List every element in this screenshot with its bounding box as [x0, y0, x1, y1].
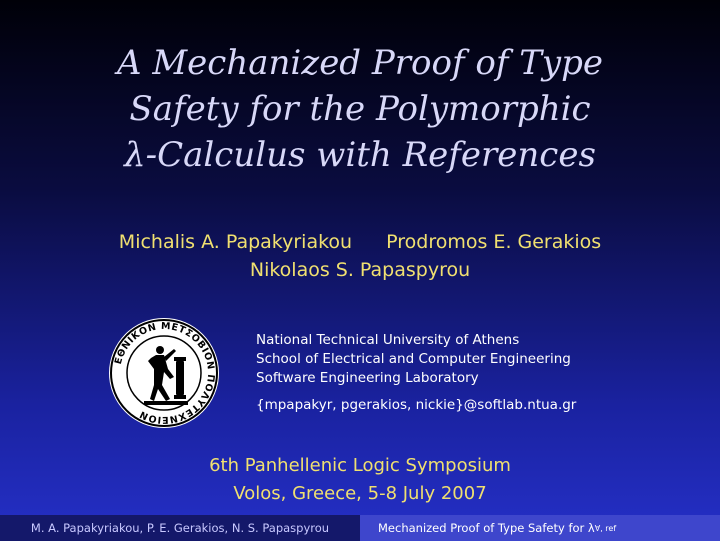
author-3: Nikolaos S. Papaspyrou [249, 259, 471, 281]
footer-title [360, 515, 720, 541]
university-name: National Technical University of Athens [256, 332, 520, 348]
lab-name: Software Engineering Laboratory [256, 370, 479, 386]
footer-short-title: Mechanized Proof of Type Safety for λ [378, 521, 595, 535]
footer-authors: M. A. Papakyriakou, P. E. Gerakios, N. S. Papaspyrou [0, 515, 360, 541]
conference-place-date: Volos, Greece, 5-8 July 2007 [233, 483, 487, 504]
conference-name: 6th Panhellenic Logic Symposium [209, 455, 511, 476]
seal-ring-text: ΕΘΝΙΚΟΝ ΜΕΤΣΟΒΙΟΝ ΠΟΛΥΤΕΧΝΕΙΟΝ [112, 320, 217, 426]
email-address: {mpapakyr, pgerakios, nickie}@softlab.ntua.gr [256, 397, 577, 413]
author-1: Michalis A. Papakyriakou [118, 231, 353, 253]
author-list [0, 228, 720, 284]
title-line-3: λ-Calculus with References [124, 135, 596, 175]
footer-title-superscript: ∀, ref [594, 523, 617, 533]
conference-block [0, 452, 720, 508]
title-line-1: A Mechanized Proof of Type [117, 43, 603, 83]
ntua-seal-icon [108, 317, 220, 429]
author-2: Prodromos E. Gerakios [386, 231, 602, 253]
school-name: School of Electrical and Computer Engineering [256, 351, 571, 367]
slide-title [0, 40, 720, 178]
title-line-2: Safety for the Polymorphic [129, 89, 591, 129]
affiliation-block [256, 331, 576, 415]
slide-footer [0, 515, 720, 541]
